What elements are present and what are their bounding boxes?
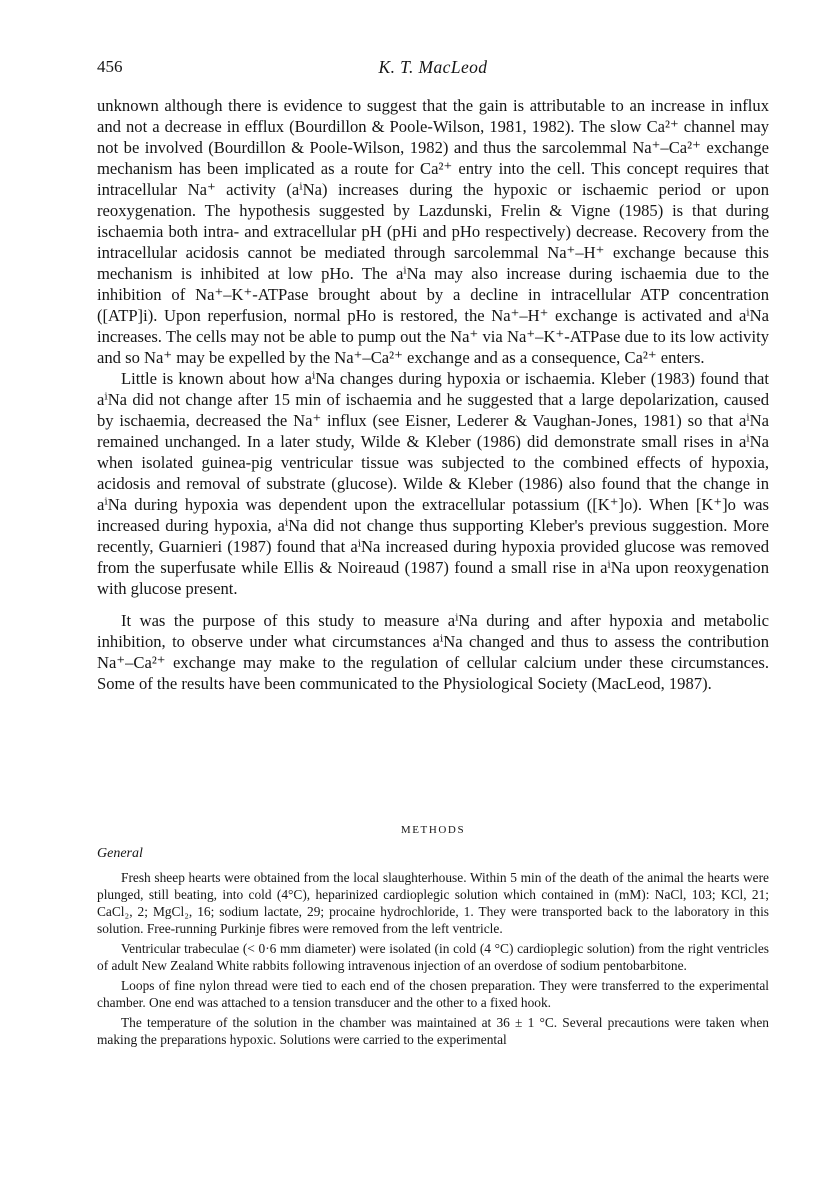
methods-paragraph-4: The temperature of the solution in the chamber was maintained at 36 ± 1 °C. Several precautions were taken when making the preparations hypoxic. Solutions were carried to the experimental	[97, 1015, 769, 1047]
introduction-text	[97, 95, 769, 694]
intro-paragraph-2: Little is known about how aⁱNa changes during hypoxia or ischaemia. Kleber (1983) found that aⁱNa did not change after 15 min of ischaemia and he suggested that a large depolarization, caused by ischaemia, decreased the Na⁺ influx (see Eisner, Lederer & Vaughan-Jones, 1981) so that aⁱNa remained unchanged. In a later study, Wilde & Kleber (1986) did demonstrate small rises in aⁱNa when isolated guinea-pig ventricular tissue was subjected to the combined effects of hypoxia, acidosis and removal of substrate (glucose). Wilde & Kleber (1986) also found that the change in aⁱNa during hypoxia was dependent upon the extracellular potassium ([K⁺]o). When [K⁺]o was increased during hypoxia, aⁱNa did not change thus supporting Kleber's previous suggestion. More recently, Guarnieri (1987) found that aⁱNa increased during hypoxia provided glucose was removed from the superfusate while Ellis & Noireaud (1987) found a small rise in aⁱNa upon reoxygenation with glucose present.	[97, 369, 769, 598]
methods-heading: METHODS	[400, 824, 466, 836]
methods-text	[97, 869, 769, 1051]
general-subheading: General	[97, 846, 143, 861]
intro-paragraph-3: It was the purpose of this study to measure aⁱNa during and after hypoxia and metabolic inhibition, to observe under what circumstances aⁱNa changed and thus to assess the contribution Na⁺–Ca²⁺ exchange may make to the regulation of cellular calcium under these circumstances. Some of the results have been communicated to the Physiological Society (MacLeod, 1987).	[97, 611, 769, 693]
methods-paragraph-3: Loops of fine nylon thread were tied to each end of the chosen preparation. They were transferred to the experimental chamber. One end was attached to a tension transducer and the other to a fixed hook.	[97, 978, 769, 1010]
page-number: 456	[97, 57, 123, 76]
running-head: K. T. MacLeod	[378, 57, 488, 77]
methods-paragraph-1: Fresh sheep hearts were obtained from the local slaughterhouse. Within 5 min of the death of the animal the hearts were plunged, still beating, into cold (4°C), heparinized cardioplegic solution which contained in (mM): NaCl, 103; KCl, 21; CaCl₂, 2; MgCl₂, 16; sodium lactate, 29; procaine hydrochloride, 1. They were transported back to the laboratory in this solution. Free-running Purkinje fibres were removed from the left ventricle.	[97, 870, 769, 936]
page-header	[97, 57, 769, 83]
methods-paragraph-2: Ventricular trabeculae (< 0·6 mm diameter) were isolated (in cold (4 °C) cardioplegic solution) from the right ventricles of adult New Zealand White rabbits following intravenous injection of an overdose of sodium pentobarbitone.	[97, 941, 769, 973]
intro-paragraph-1: unknown although there is evidence to suggest that the gain is attributable to an increase in influx and not a decrease in efflux (Bourdillon & Poole-Wilson, 1981, 1982). The slow Ca²⁺ channel may not be involved (Bourdillon & Poole-Wilson, 1982) and thus the sarcolemmal Na⁺–Ca²⁺ exchange mechanism has been implicated as a route for Ca²⁺ entry into the cell. This concept requires that intracellular Na⁺ activity (aⁱNa) increases during the hypoxic or ischaemic period or upon reoxygenation. The hypothesis suggested by Lazdunski, Frelin & Vigne (1985) is that during ischaemia both intra- and extracellular pH (pHi and pHo respectively) decrease. Recovery from the intracellular acidosis cannot be mediated through sarcolemmal Na⁺–H⁺ exchange because this mechanism is inhibited at low pHo. The aⁱNa may also increase during ischaemia due to the inhibition of Na⁺–K⁺-ATPase brought about by a decline in intracellular ATP concentration ([ATP]i). Upon reperfusion, normal pHo is restored, the Na⁺–H⁺ exchange is activated and aⁱNa increases. The cells may not be able to pump out the Na⁺ via Na⁺–K⁺-ATPase due to its low activity and so Na⁺ may be expelled by the Na⁺–Ca²⁺ exchange and as a consequence, Ca²⁺ enters.	[97, 96, 769, 367]
